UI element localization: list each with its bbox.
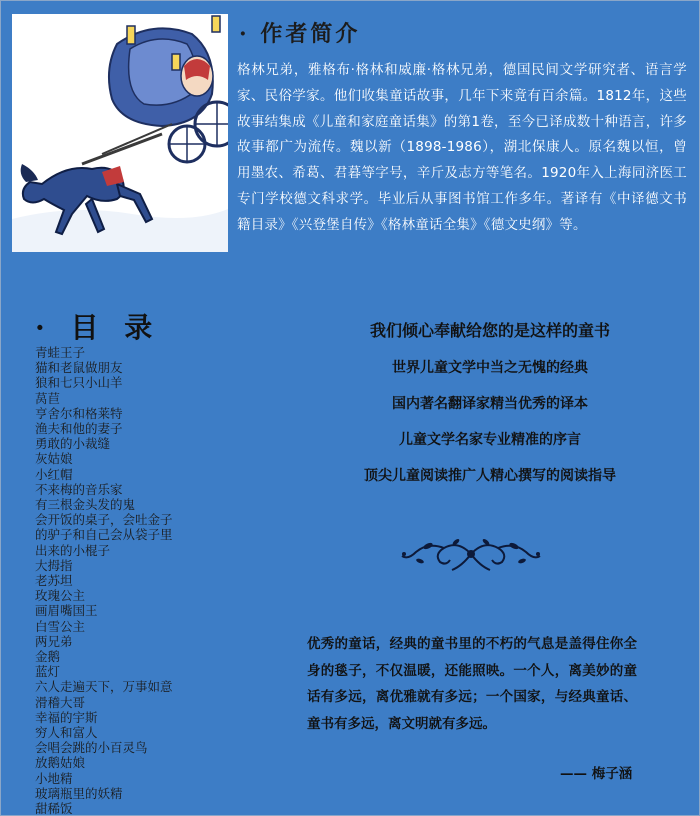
toc-item[interactable]: 灰姑娘 bbox=[35, 451, 73, 467]
toc-item[interactable]: 有三根金头发的鬼 bbox=[35, 497, 136, 513]
toc-item[interactable]: 亨舍尔和格莱特 bbox=[35, 405, 123, 421]
toc-heading: · 目 录 bbox=[35, 311, 161, 344]
quote-author: —— 梅子涵 bbox=[560, 766, 633, 782]
toc-item[interactable]: 会开饭的桌子，会吐金子 bbox=[35, 512, 173, 528]
promo-line: 顶尖儿童阅读推广人精心撰写的阅读指导 bbox=[364, 468, 616, 484]
toc-item[interactable]: 六人走遍天下，万事如意 bbox=[35, 679, 173, 695]
toc-item[interactable]: 甜稀饭 bbox=[35, 801, 73, 816]
toc-item[interactable]: 小红帽 bbox=[35, 466, 73, 482]
toc-item[interactable]: 幸福的宇斯 bbox=[35, 709, 98, 725]
toc-item[interactable]: 狼和七只小山羊 bbox=[35, 375, 123, 391]
toc-item[interactable]: 玫瑰公主 bbox=[35, 588, 86, 604]
carriage-horse-icon bbox=[12, 14, 228, 252]
toc-item[interactable]: 金鹅 bbox=[35, 649, 61, 665]
toc-item[interactable]: 猫和老鼠做朋友 bbox=[35, 360, 123, 376]
toc-item[interactable]: 小地精 bbox=[35, 770, 73, 786]
toc-item[interactable]: 画眉嘴国王 bbox=[35, 603, 98, 619]
promo-line: 国内著名翻译家精当优秀的译本 bbox=[392, 396, 588, 412]
promo-line: 世界儿童文学中当之无愧的经典 bbox=[392, 360, 588, 376]
toc-item[interactable]: 两兄弟 bbox=[35, 633, 73, 649]
toc-item[interactable]: 的驴子和自己会从袋子里 bbox=[35, 527, 173, 543]
toc-item[interactable]: 不来梅的音乐家 bbox=[35, 481, 123, 497]
toc-item[interactable]: 莴苣 bbox=[35, 390, 61, 406]
promo-title: 我们倾心奉献给您的是这样的童书 bbox=[369, 321, 610, 340]
promo-lines bbox=[300, 356, 680, 500]
author-bio: 格林兄弟，雅格布·格林和威廉·格林兄弟，德国民间文学研究者、语言学家、民俗学家。他们收集童话故事，几年下来竟有百余篇。1812年，这些故事结集成《儿童和家庭童话集》的第1卷，至今已译成数十种语言，许多故事都广为流传。魏以新（1898-1986），湖北保康人。原名魏以恒，曾用墨农、希葛、君暮等字号，辛斤及志方等笔名。1920年入上海同济医工专门学校德文科求学。毕业后从事图书馆工作多年。著译有《中译德文书籍目录》《兴登堡自传》《格林童话全集》《德文史纲》等。 bbox=[237, 62, 687, 233]
toc-list bbox=[35, 345, 235, 816]
quote-text: 优秀的童话，经典的童书里的不朽的气息是盖得住你全身的毯子，不仅温暖，还能照映。一个人，离美妙的童话有多远，离优雅就有多远；一个国家，与经典童话、童书有多远，离文明就有多远。 bbox=[307, 636, 637, 732]
toc-item[interactable]: 蓝灯 bbox=[35, 664, 61, 680]
toc-item[interactable]: 会唱会跳的小百灵鸟 bbox=[35, 740, 148, 756]
toc-item[interactable]: 穷人和富人 bbox=[35, 725, 98, 741]
carriage-horse-illustration bbox=[12, 14, 228, 252]
toc-item[interactable]: 青蛙王子 bbox=[35, 345, 86, 360]
toc-item[interactable]: 勇敢的小裁缝 bbox=[35, 436, 111, 452]
floral-ornament-icon bbox=[398, 534, 544, 574]
toc-item[interactable]: 白雪公主 bbox=[35, 618, 86, 634]
toc-item[interactable]: 放鹅姑娘 bbox=[35, 755, 86, 771]
toc-item[interactable]: 大拇指 bbox=[35, 557, 73, 573]
toc-item[interactable]: 玻璃瓶里的妖精 bbox=[35, 785, 123, 801]
author-heading: · 作者简介 bbox=[239, 21, 361, 47]
toc-item[interactable]: 滑稽大哥 bbox=[35, 694, 86, 710]
promo-line: 儿童文学名家专业精准的序言 bbox=[399, 432, 581, 448]
toc-item[interactable]: 出来的小棍子 bbox=[35, 542, 111, 558]
toc-item[interactable]: 老苏坦 bbox=[35, 573, 73, 589]
toc-item[interactable]: 渔夫和他的妻子 bbox=[35, 421, 123, 437]
